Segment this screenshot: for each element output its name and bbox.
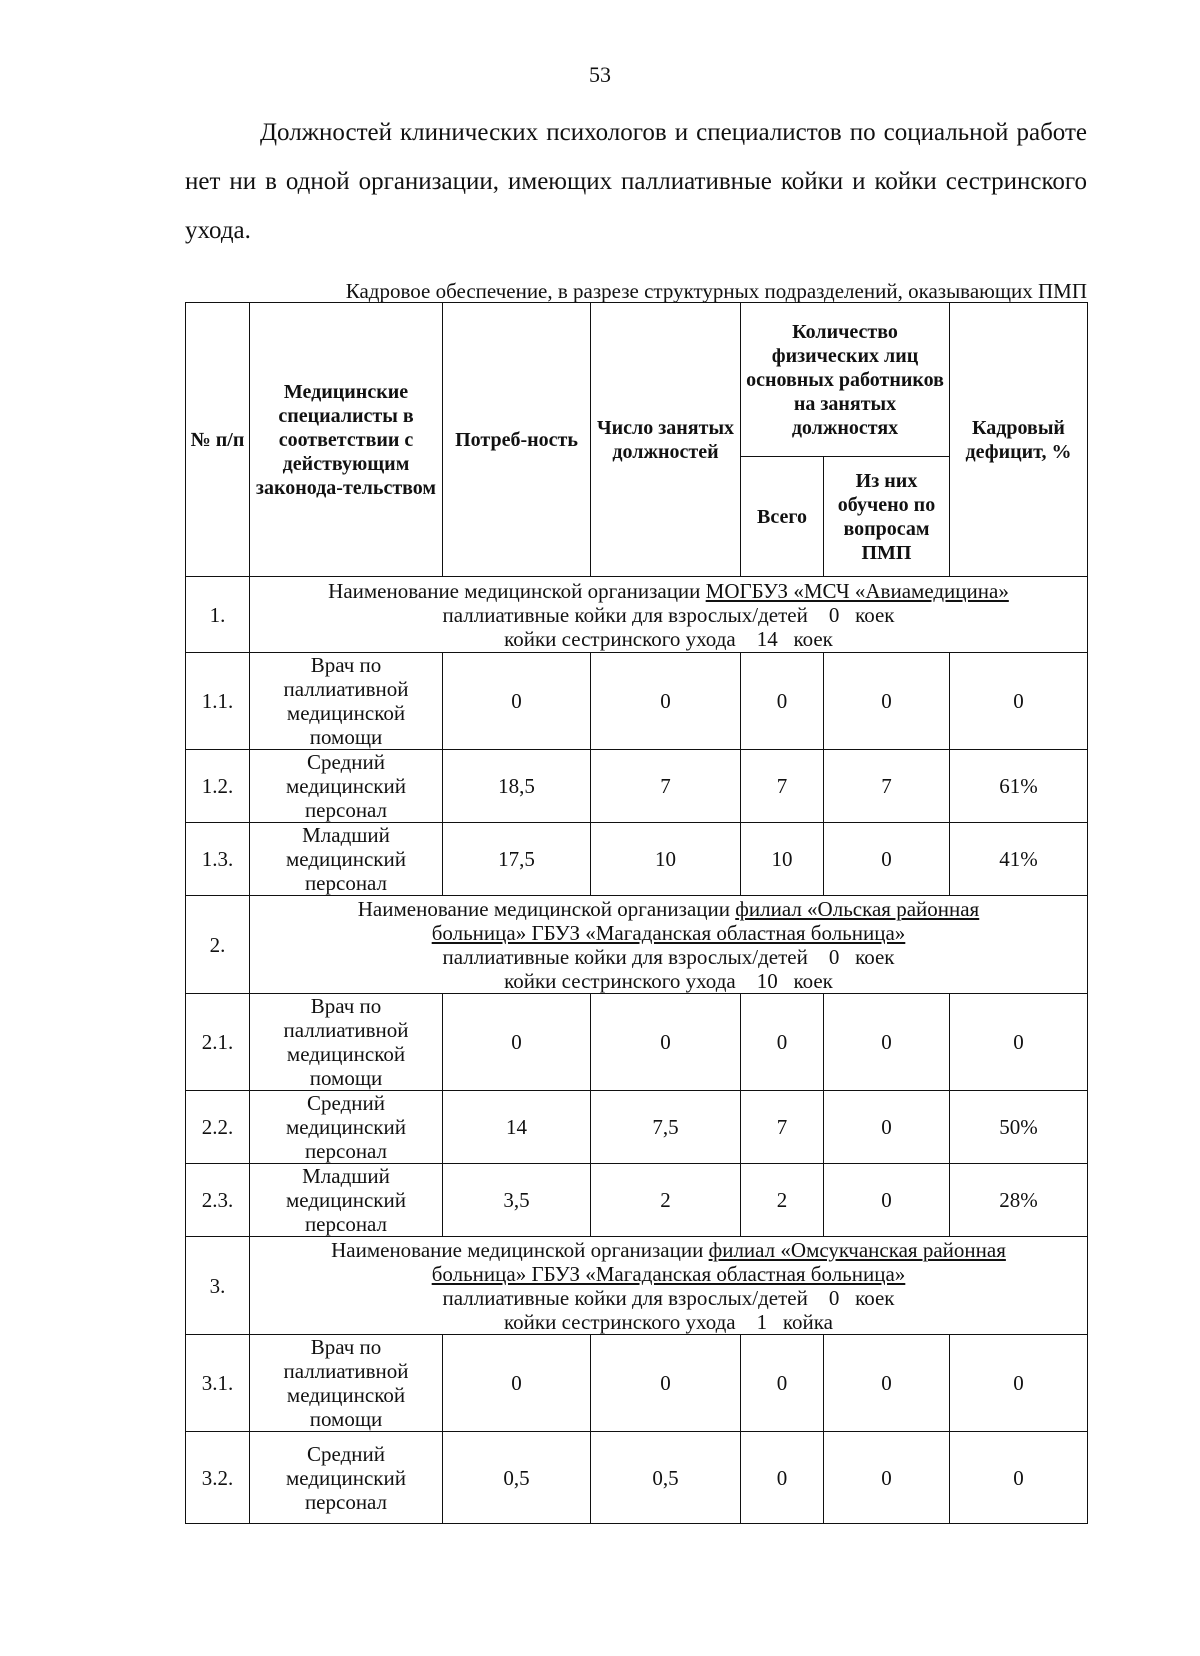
section-number: 3. — [186, 1237, 250, 1335]
palliative-beds-line — [252, 945, 1085, 969]
table-row — [186, 1335, 1088, 1432]
cell-total: 10 — [741, 823, 824, 896]
intro-paragraph: Должностей клинических психологов и специалистов по социальной работе нет ни в одной организации, имеющих паллиативные койки и койки сестринского ухода. — [185, 119, 1087, 244]
org-name-line — [252, 897, 1085, 921]
cell-trained: 0 — [824, 1432, 950, 1524]
table-row — [186, 1432, 1088, 1524]
nursing-beds-unit: коек — [793, 968, 833, 993]
cell-occupied: 0 — [591, 994, 741, 1091]
nursing-beds-line — [252, 627, 1085, 651]
header-deficit: Кадровый дефицит, % — [950, 303, 1088, 577]
org-name-prefix: Наименование медицинской организации — [328, 578, 706, 603]
palliative-beds-value: 0 — [828, 602, 840, 627]
page-number: 53 — [589, 62, 611, 87]
cell-deficit: 61% — [950, 750, 1088, 823]
cell-need: 18,5 — [443, 750, 591, 823]
table-header — [186, 303, 1088, 577]
palliative-beds-line — [252, 1286, 1085, 1310]
table-row — [186, 1164, 1088, 1237]
cell-trained: 0 — [824, 653, 950, 750]
palliative-beds-unit: коек — [855, 1285, 895, 1310]
org-name-continued: больница» ГБУЗ «Магаданская областная больница» — [431, 920, 906, 945]
table-caption: Кадровое обеспечение, в разрезе структурных подразделений, оказывающих ПМП — [345, 279, 1087, 303]
cell-total: 2 — [741, 1164, 824, 1237]
cell-trained: 0 — [824, 1091, 950, 1164]
cell-need: 3,5 — [443, 1164, 591, 1237]
nursing-beds-label: койки сестринского ухода — [504, 968, 736, 993]
header-occupied: Число занятых должностей — [591, 303, 741, 577]
header-persons: Количество физических лиц основных работников на занятых должностях — [741, 303, 950, 457]
cell-trained: 0 — [824, 1164, 950, 1237]
cell-occupied: 0 — [591, 653, 741, 750]
cell-total: 7 — [741, 750, 824, 823]
nursing-beds-unit: койка — [782, 1309, 833, 1334]
cell-trained: 0 — [824, 823, 950, 896]
cell-num: 1.3. — [186, 823, 250, 896]
cell-name: Младший медицинский персонал — [250, 823, 443, 896]
header-num: № п/п — [186, 303, 250, 577]
cell-need: 14 — [443, 1091, 591, 1164]
nursing-beds-label: койки сестринского ухода — [504, 626, 736, 651]
palliative-beds-unit: коек — [855, 944, 895, 969]
cell-name: Врач по паллиативной медицинской помощи — [250, 653, 443, 750]
org-name: филиал «Омсукчанская районная — [708, 1237, 1006, 1262]
cell-occupied: 0,5 — [591, 1432, 741, 1524]
org-name-line — [252, 1238, 1085, 1262]
table-row — [186, 653, 1088, 750]
org-name-prefix: Наименование медицинской организации — [357, 896, 736, 921]
org-name: МОГБУЗ «МСЧ «Авиамедицина» — [705, 578, 1009, 603]
org-name-prefix: Наименование медицинской организации — [331, 1237, 709, 1262]
palliative-beds-value: 0 — [828, 944, 840, 969]
header-trained: Из них обучено по вопросам ПМП — [824, 457, 950, 577]
nursing-beds-unit: коек — [793, 626, 833, 651]
nursing-beds-line — [252, 969, 1085, 993]
cell-name: Средний медицинский персонал — [250, 1432, 443, 1524]
section-row — [186, 577, 1088, 653]
cell-trained: 7 — [824, 750, 950, 823]
cell-total: 0 — [741, 653, 824, 750]
cell-need: 17,5 — [443, 823, 591, 896]
cell-num: 2.3. — [186, 1164, 250, 1237]
header-specialists: Медицинские специалисты в соответствии с действующим законода-тельством — [250, 303, 443, 577]
nursing-beds-line — [252, 1310, 1085, 1334]
cell-num: 2.1. — [186, 994, 250, 1091]
cell-deficit: 28% — [950, 1164, 1088, 1237]
section-info — [250, 577, 1088, 653]
cell-name: Средний медицинский персонал — [250, 1091, 443, 1164]
palliative-beds-label: паллиативные койки для взрослых/детей — [442, 602, 808, 627]
cell-deficit: 0 — [950, 994, 1088, 1091]
palliative-beds-label: паллиативные койки для взрослых/детей — [442, 944, 808, 969]
cell-trained: 0 — [824, 994, 950, 1091]
table-row — [186, 994, 1088, 1091]
cell-occupied: 2 — [591, 1164, 741, 1237]
cell-total: 7 — [741, 1091, 824, 1164]
cell-num: 1.1. — [186, 653, 250, 750]
section-info — [250, 896, 1088, 994]
nursing-beds-value: 14 — [756, 626, 778, 651]
section-row — [186, 896, 1088, 994]
cell-need: 0 — [443, 994, 591, 1091]
org-name-continued: больница» ГБУЗ «Магаданская областная больница» — [431, 1261, 906, 1286]
cell-num: 2.2. — [186, 1091, 250, 1164]
cell-name: Врач по паллиативной медицинской помощи — [250, 994, 443, 1091]
cell-need: 0 — [443, 653, 591, 750]
cell-occupied: 10 — [591, 823, 741, 896]
table-row — [186, 1091, 1088, 1164]
nursing-beds-value: 10 — [756, 968, 778, 993]
cell-num: 3.2. — [186, 1432, 250, 1524]
table-row — [186, 823, 1088, 896]
cell-deficit: 50% — [950, 1091, 1088, 1164]
org-name-line — [252, 579, 1085, 603]
palliative-beds-line — [252, 603, 1085, 627]
palliative-beds-unit: коек — [855, 602, 895, 627]
staffing-table — [185, 302, 1088, 1524]
section-number: 1. — [186, 577, 250, 653]
cell-occupied: 7 — [591, 750, 741, 823]
cell-num: 3.1. — [186, 1335, 250, 1432]
cell-deficit: 0 — [950, 1335, 1088, 1432]
cell-need: 0 — [443, 1335, 591, 1432]
cell-need: 0,5 — [443, 1432, 591, 1524]
table-row — [186, 750, 1088, 823]
org-name: филиал «Ольская районная — [735, 896, 980, 921]
table-body — [186, 577, 1088, 1524]
cell-total: 0 — [741, 1432, 824, 1524]
section-row — [186, 1237, 1088, 1335]
cell-num: 1.2. — [186, 750, 250, 823]
cell-occupied: 7,5 — [591, 1091, 741, 1164]
cell-name: Младший медицинский персонал — [250, 1164, 443, 1237]
palliative-beds-label: паллиативные койки для взрослых/детей — [442, 1285, 808, 1310]
palliative-beds-value: 0 — [828, 1285, 840, 1310]
header-need: Потреб-ность — [443, 303, 591, 577]
cell-occupied: 0 — [591, 1335, 741, 1432]
cell-deficit: 0 — [950, 653, 1088, 750]
nursing-beds-value: 1 — [756, 1309, 768, 1334]
cell-deficit: 0 — [950, 1432, 1088, 1524]
cell-total: 0 — [741, 1335, 824, 1432]
cell-name: Врач по паллиативной медицинской помощи — [250, 1335, 443, 1432]
cell-name: Средний медицинский персонал — [250, 750, 443, 823]
cell-deficit: 41% — [950, 823, 1088, 896]
section-info — [250, 1237, 1088, 1335]
nursing-beds-label: койки сестринского ухода — [504, 1309, 736, 1334]
section-number: 2. — [186, 896, 250, 994]
cell-trained: 0 — [824, 1335, 950, 1432]
header-total: Всего — [741, 457, 824, 577]
cell-total: 0 — [741, 994, 824, 1091]
